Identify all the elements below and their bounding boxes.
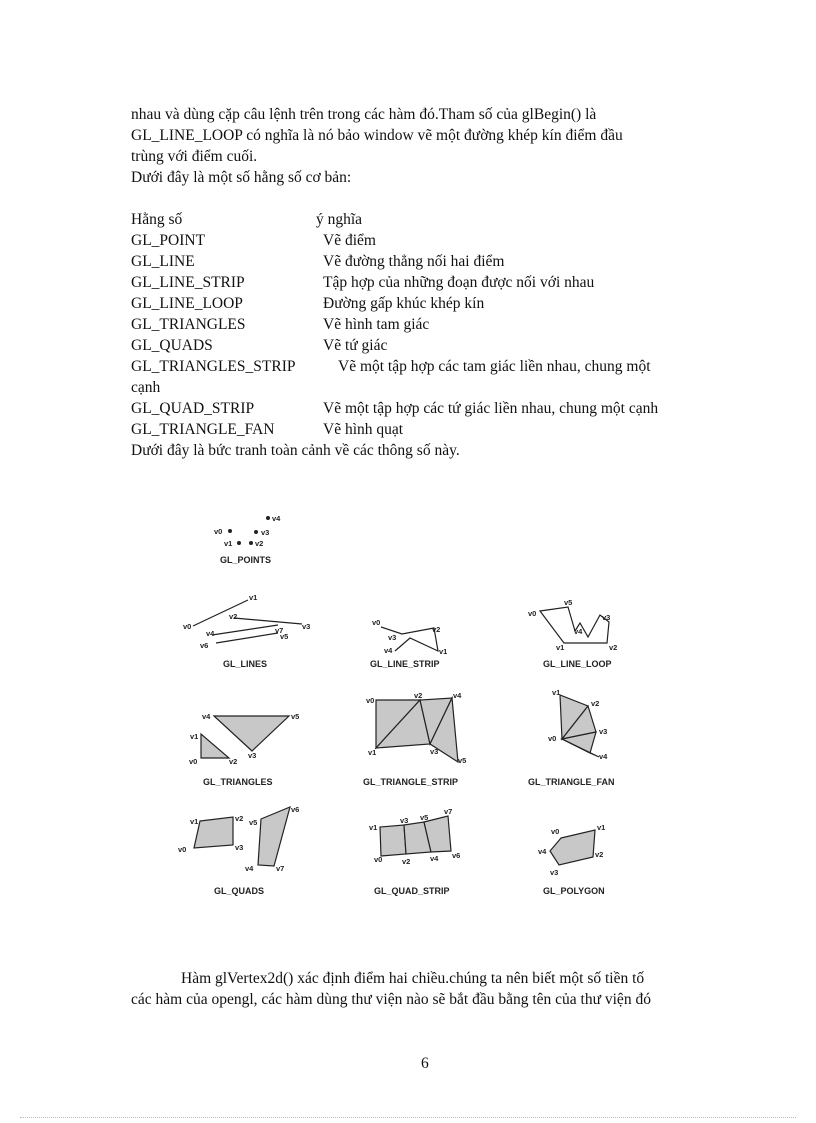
vertex-label: v7	[444, 807, 453, 816]
vertex-label: v6	[200, 641, 209, 650]
vertex-label: v4	[599, 752, 608, 761]
vertex-label: v3	[400, 816, 409, 825]
vertex-label: v4	[453, 691, 462, 700]
caption-lines: GL_LINES	[223, 659, 268, 669]
table-row-name: GL_POINT	[131, 232, 206, 249]
vertex-label: v0	[528, 609, 537, 618]
vertex-label: v0	[551, 827, 560, 836]
vertex-label: v4	[538, 847, 547, 856]
vertex-label: v3	[602, 613, 611, 622]
caption-triangles: GL_TRIANGLES	[203, 777, 273, 787]
vertex-label: v2	[235, 814, 244, 823]
vertex-dot	[254, 530, 258, 534]
vertex-label: v2	[402, 857, 411, 866]
vertex-label: v3	[388, 633, 397, 642]
figure-intro: Dưới đây là bức tranh toàn cảnh về các thông số này.	[131, 442, 460, 459]
table-row-meaning: Vẽ hình quạt	[323, 421, 404, 438]
table-row-meaning: Đường gấp khúc khép kín	[323, 295, 485, 312]
vertex-label: v1	[190, 817, 199, 826]
vertex-label: v4	[202, 712, 211, 721]
opengl-primitives-figure	[176, 512, 624, 900]
vertex-label: v5	[249, 818, 258, 827]
vertex-label: v1	[597, 823, 606, 832]
table-row-name: GL_QUAD_STRIP	[131, 400, 255, 417]
vertex-label: v1	[439, 647, 448, 656]
vertex-label: v3	[550, 868, 559, 877]
table-row-name: GL_TRIANGLE_FAN	[131, 421, 275, 438]
closing-line-1: Hàm glVertex2d() xác định điểm hai chiều.chúng ta nên biết một số tiền tố	[181, 970, 645, 987]
vertex-label: v2	[591, 699, 600, 708]
page-number: 6	[421, 1055, 429, 1072]
vertex-label: v4	[245, 864, 254, 873]
table-row-meaning: Vẽ hình tam giác	[323, 316, 430, 333]
vertex-label: v0	[183, 622, 192, 631]
table-row-meaning: Vẽ tứ giác	[323, 337, 388, 354]
vertex-dot	[228, 529, 232, 533]
table-row-name: GL_QUADS	[131, 337, 213, 354]
vertex-label: v2	[229, 612, 238, 621]
vertex-label: v3	[599, 727, 608, 736]
vertex-label: v3	[235, 843, 244, 852]
vertex-label: v3	[302, 622, 311, 631]
points-panel	[214, 514, 281, 565]
intro-line-2: GL_LINE_LOOP có nghĩa là nó bảo window vẽ một đường khép kín điểm đầu	[131, 127, 623, 144]
vertex-label: v2	[414, 691, 423, 700]
vertex-dot	[237, 541, 241, 545]
caption-quad-strip: GL_QUAD_STRIP	[374, 886, 450, 896]
intro-line-1: nhau và dùng cặp câu lệnh trên trong các hàm đó.Tham số của glBegin() là	[131, 106, 597, 123]
vertex-label: v5	[564, 598, 573, 607]
triangles-panel	[189, 712, 299, 787]
table-row-meaning: Vẽ điểm	[323, 232, 376, 249]
vertex-label: v2	[595, 850, 604, 859]
vertex-label: v0	[189, 757, 198, 766]
table-row-name: GL_TRIANGLES_STRIP	[131, 358, 296, 375]
quad-strip-panel	[369, 807, 460, 896]
table-row-name: GL_LINE	[131, 253, 195, 270]
table-row-meaning: Tập hợp của những đoạn được nối với nhau	[323, 274, 595, 291]
table-row-name: GL_LINE_LOOP	[131, 295, 243, 312]
caption-triangle-fan: GL_TRIANGLE_FAN	[528, 777, 615, 787]
lines-panel	[183, 593, 310, 669]
vertex-label: v7	[276, 864, 285, 873]
vertex-label: v3	[248, 751, 257, 760]
vertex-label: v3	[430, 747, 439, 756]
caption-points: GL_POINTS	[220, 555, 272, 565]
vertex-label: v1	[190, 732, 199, 741]
vertex-label: v5	[420, 813, 429, 822]
caption-triangle-strip: GL_TRIANGLE_STRIP	[363, 777, 459, 787]
vertex-label: v1	[552, 688, 561, 697]
caption-line-loop: GL_LINE_LOOP	[543, 659, 612, 669]
polygon-panel	[538, 823, 605, 896]
vertex-label: v4	[384, 646, 393, 655]
vertex-label: v2	[255, 539, 264, 548]
vertex-label: v5	[291, 712, 300, 721]
vertex-label: v0	[372, 618, 381, 627]
vertex-label: v0	[178, 845, 187, 854]
table-row-meaning: Vẽ một tập hợp các tứ giác liền nhau, chung một cạnh	[323, 400, 659, 417]
vertex-label: v4	[272, 514, 281, 523]
quads-panel	[178, 805, 299, 896]
vertex-dot	[249, 541, 253, 545]
caption-quads: GL_QUADS	[214, 886, 265, 896]
vertex-label: v1	[369, 823, 378, 832]
vertex-label: v0	[214, 527, 223, 536]
caption-line-strip: GL_LINE_STRIP	[370, 659, 440, 669]
vertex-label: v3	[261, 528, 270, 537]
vertex-label: v2	[229, 757, 238, 766]
vertex-label: v1	[224, 539, 233, 548]
table-row-name: GL_LINE_STRIP	[131, 274, 245, 291]
vertex-label: v4	[574, 627, 583, 636]
caption-polygon: GL_POLYGON	[543, 886, 605, 896]
vertex-label: v1	[368, 748, 377, 757]
vertex-label: v0	[374, 855, 383, 864]
triangle-strip-panel	[363, 691, 466, 787]
vertex-label: v4	[206, 629, 215, 638]
intro-line-4: Dưới đây là một số hằng số cơ bản:	[131, 169, 352, 186]
vertex-label: v6	[291, 805, 300, 814]
table-row-meaning: Vẽ đường thẳng nối hai điểm	[323, 253, 505, 270]
vertex-label: v0	[548, 734, 557, 743]
table-row-meaning: Vẽ một tập hợp các tam giác liền nhau, chung một	[338, 358, 651, 375]
vertex-label: v1	[249, 593, 258, 602]
vertex-label: v5	[280, 632, 289, 641]
table-header-meaning: ý nghĩa	[316, 211, 363, 228]
vertex-label: v1	[556, 643, 565, 652]
vertex-label: v7	[275, 626, 284, 635]
line-loop-panel	[528, 598, 617, 669]
closing-line-2: các hàm của opengl, các hàm dùng thư viện nào sẽ bắt đầu bằng tên của thư viện đó	[131, 991, 651, 1008]
vertex-dot	[266, 516, 270, 520]
table-header-name: Hằng số	[131, 211, 183, 228]
vertex-label: v2	[609, 643, 618, 652]
table-row-name: cạnh	[131, 379, 161, 396]
triangle-fan-panel	[528, 688, 615, 787]
page-bottom-rule	[20, 1117, 796, 1118]
vertex-label: v0	[366, 696, 375, 705]
table-row-name: GL_TRIANGLES	[131, 316, 246, 333]
intro-line-3: trùng với điểm cuối.	[131, 148, 258, 165]
vertex-label: v4	[430, 854, 439, 863]
vertex-label: v6	[452, 851, 461, 860]
line-strip-panel	[370, 618, 447, 669]
vertex-label: v5	[458, 756, 467, 765]
vertex-label: v2	[432, 625, 441, 634]
